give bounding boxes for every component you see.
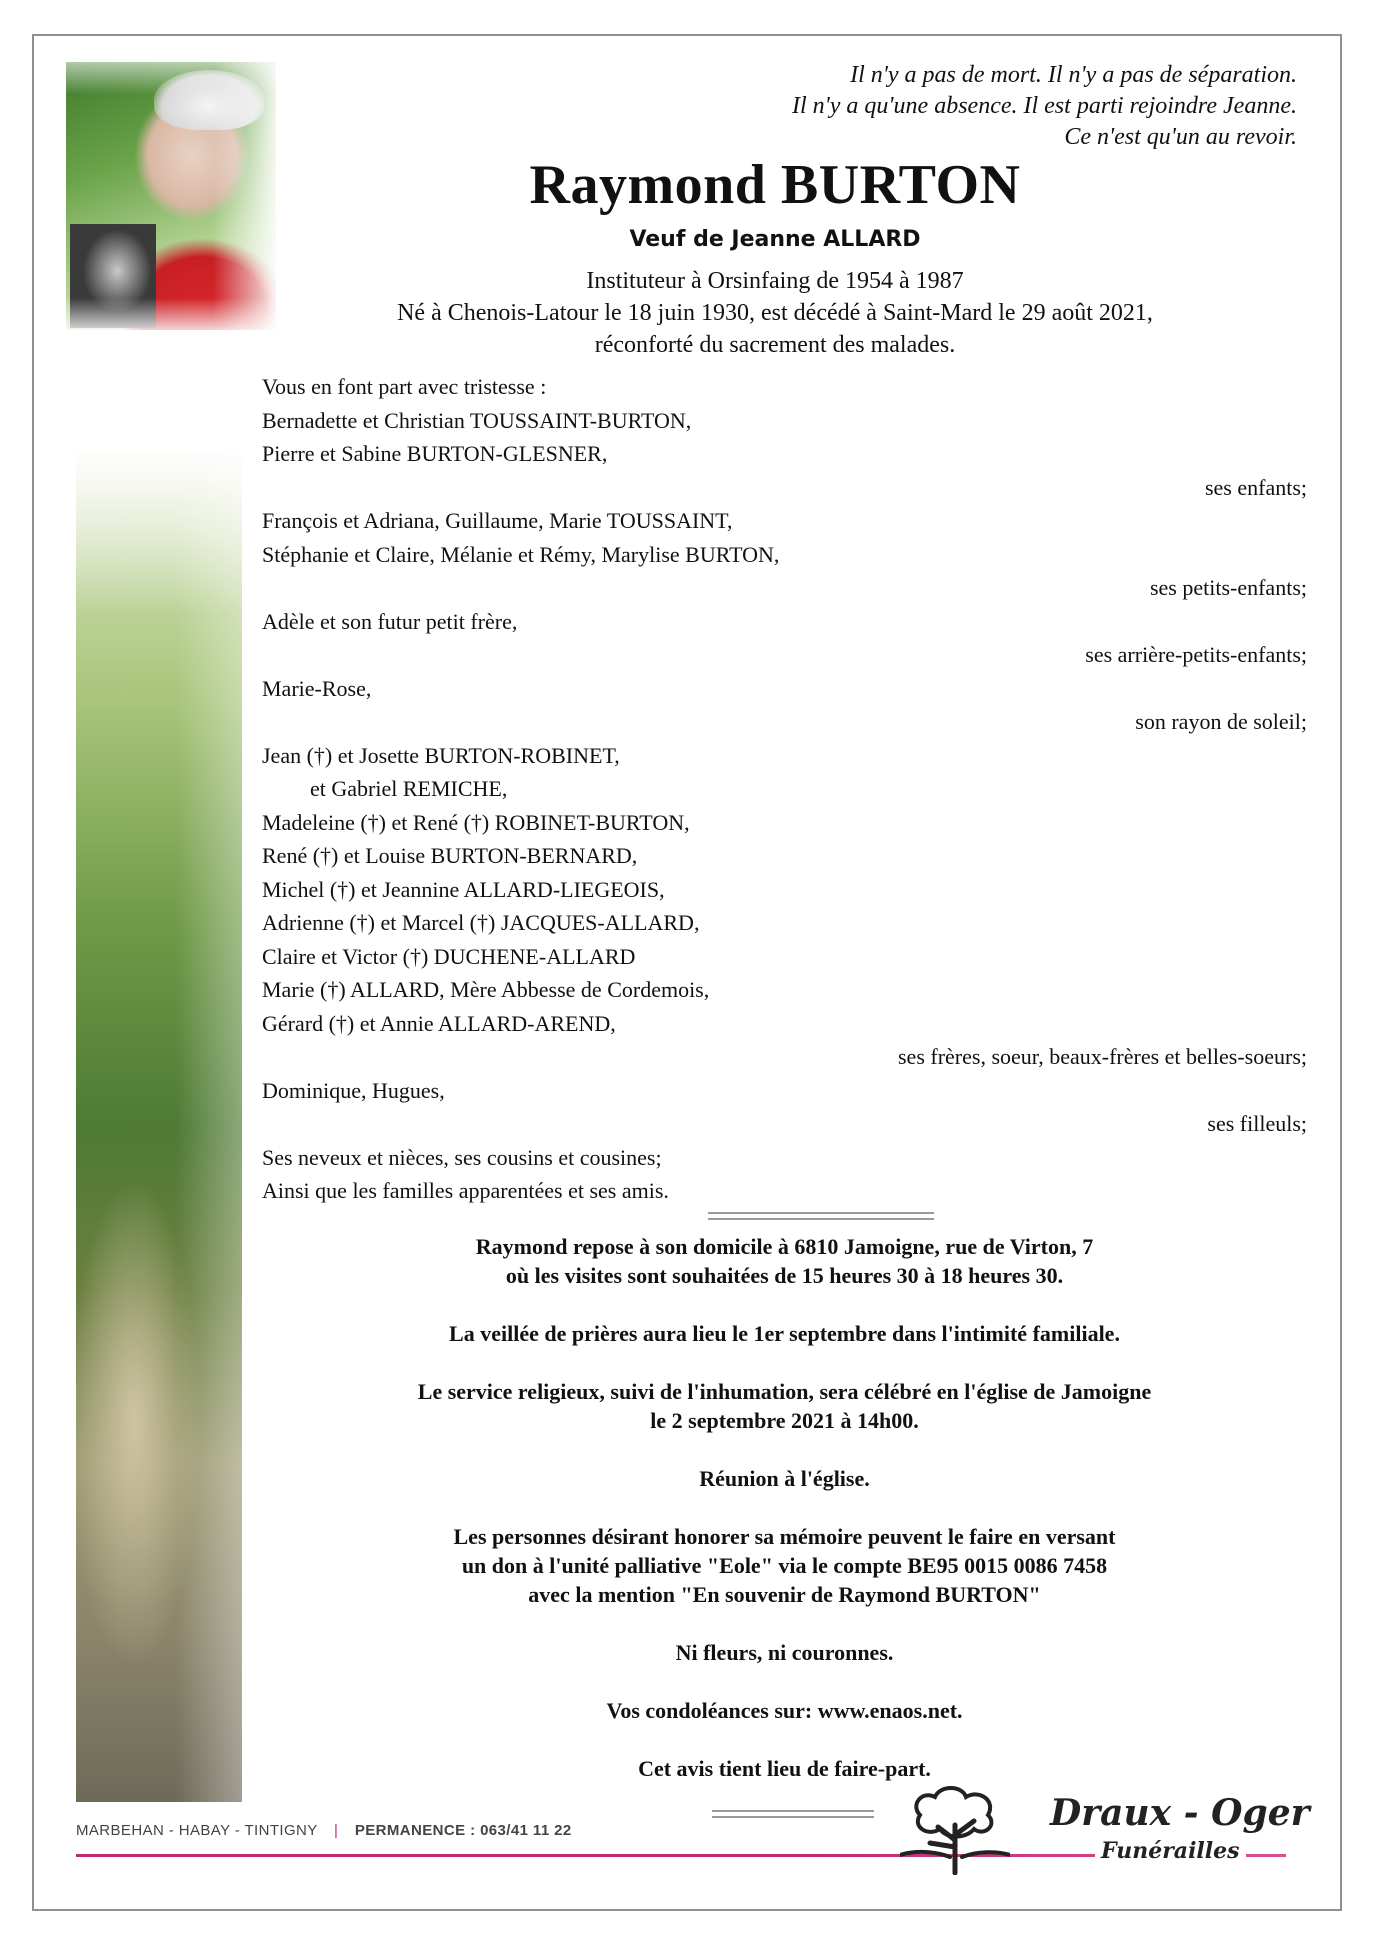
family-line: Bernadette et Christian TOUSSAINT-BURTON, bbox=[262, 407, 692, 433]
family-line: Pierre et Sabine BURTON-GLESNER, bbox=[262, 441, 608, 466]
forest-path-image bbox=[76, 452, 242, 1802]
footer-permanence: PERMANENCE : 063/41 11 22 bbox=[354, 1822, 572, 1839]
family-line: Michel (†) et Jeannine ALLARD-LIEGEOIS, bbox=[262, 876, 665, 902]
separator-bottom bbox=[712, 1810, 874, 1818]
relation-label: ses filleuls; bbox=[1207, 1111, 1307, 1136]
quote-line: Il n'y a pas de mort. Il n'y a pas de séparation. bbox=[850, 62, 1297, 88]
relation-label: ses enfants; bbox=[1204, 474, 1307, 500]
footer-separator: | bbox=[333, 1822, 339, 1839]
family-line: Gérard (†) et Annie ALLARD-AREND, bbox=[262, 1010, 616, 1036]
family-line: Claire et Victor (†) DUCHENE-ALLARD bbox=[262, 943, 636, 969]
notice-paragraph bbox=[262, 1464, 1307, 1493]
notice-line: Cet avis tient lieu de faire-part. bbox=[638, 1756, 931, 1781]
family-line: Marie (†) ALLARD, Mère Abbesse de Cordemois, bbox=[262, 977, 710, 1002]
notice-line: Vos condoléances sur: www.enaos.net. bbox=[606, 1698, 963, 1723]
family-line: Madeleine (†) et René (†) ROBINET-BURTON, bbox=[262, 809, 690, 835]
logo-name: Draux - Oger bbox=[1050, 1792, 1310, 1834]
deceased-name: Raymond BURTON bbox=[529, 154, 1021, 216]
notice-paragraph bbox=[262, 1754, 1307, 1783]
notice-paragraph bbox=[262, 1232, 1307, 1290]
quote-line: Il n'y a qu'une absence. Il est parti rejoindre Jeanne. bbox=[791, 93, 1297, 119]
family-line: Adèle et son futur petit frère, bbox=[262, 608, 518, 634]
notice-line: Le service religieux, suivi de l'inhumation, sera célébré en l'église de Jamoigne bbox=[417, 1379, 1152, 1404]
family-line: François et Adriana, Guillaume, Marie TOUSSAINT, bbox=[262, 508, 733, 533]
footer-locations: MARBEHAN - HABAY - TINTIGNY bbox=[76, 1822, 318, 1839]
notice-line: un don à l'unité palliative "Eole" via le compte BE95 0015 0086 7458 bbox=[461, 1553, 1108, 1578]
family-line: Marie-Rose, bbox=[262, 675, 372, 701]
family-line: Dominique, Hugues, bbox=[262, 1077, 445, 1103]
family-line: Jean (†) et Josette BURTON-ROBINET, bbox=[262, 742, 620, 768]
family-line: Ainsi que les familles apparentées et ses amis. bbox=[262, 1178, 669, 1203]
family-line: Ses neveux et nièces, ses cousins et cousines; bbox=[262, 1144, 662, 1170]
family-line: Adrienne (†) et Marcel (†) JACQUES-ALLARD, bbox=[262, 910, 700, 935]
relation-label: ses frères, soeur, beaux-frères et belles-soeurs; bbox=[898, 1044, 1307, 1069]
family-line: Stéphanie et Claire, Mélanie et Rémy, Marylise BURTON, bbox=[262, 541, 780, 567]
portrait-fade bbox=[66, 62, 276, 330]
notice-paragraph bbox=[262, 1638, 1307, 1667]
notice-paragraph bbox=[262, 1319, 1307, 1348]
funeral-notice bbox=[262, 1232, 1307, 1812]
notice-paragraph bbox=[262, 1377, 1307, 1435]
notice-line: avec la mention "En souvenir de Raymond BURTON" bbox=[528, 1582, 1041, 1607]
notice-line: où les visites sont souhaitées de 15 heures 30 à 18 heures 30. bbox=[505, 1263, 1064, 1288]
notice-line: Raymond repose à son domicile à 6810 Jamoigne, rue de Virton, 7 bbox=[475, 1234, 1094, 1259]
family-list bbox=[262, 370, 1307, 1208]
separator-top bbox=[708, 1212, 934, 1220]
family-line: René (†) et Louise BURTON-BERNARD, bbox=[262, 843, 638, 868]
notice-line: Les personnes désirant honorer sa mémoire peuvent le faire en versant bbox=[453, 1524, 1116, 1549]
notice-line: Ni fleurs, ni couronnes. bbox=[675, 1640, 894, 1665]
epitaph-quote bbox=[397, 60, 1297, 153]
family-line: Vous en font part avec tristesse : bbox=[262, 374, 547, 399]
relation-label: ses petits-enfants; bbox=[1149, 575, 1307, 600]
footer-contact bbox=[76, 1822, 572, 1839]
tree-logo-icon bbox=[900, 1785, 1010, 1875]
widow-line: Veuf de Jeanne ALLARD bbox=[629, 227, 921, 252]
sacrament-line: réconforté du sacrement des malades. bbox=[594, 332, 956, 358]
notice-paragraph bbox=[262, 1522, 1307, 1609]
notice-line: La veillée de prières aura lieu le 1er septembre dans l'intimité familiale. bbox=[449, 1321, 1120, 1346]
family-line: et Gabriel REMICHE, bbox=[310, 776, 508, 801]
birth-death-line: Né à Chenois-Latour le 18 juin 1930, est décédé à Saint-Mard le 29 août 2021, bbox=[397, 300, 1153, 326]
relation-label: son rayon de soleil; bbox=[1135, 709, 1307, 734]
quote-line: Ce n'est qu'un au revoir. bbox=[1064, 124, 1297, 150]
notice-line: le 2 septembre 2021 à 14h00. bbox=[650, 1408, 919, 1433]
notice-paragraph bbox=[262, 1696, 1307, 1725]
portrait-photo bbox=[66, 62, 276, 330]
notice-line: Réunion à l'église. bbox=[699, 1466, 870, 1491]
occupation-line: Instituteur à Orsinfaing de 1954 à 1987 bbox=[586, 268, 964, 294]
relation-label: ses arrière-petits-enfants; bbox=[1085, 642, 1307, 667]
logo-subtitle: Funérailles bbox=[1095, 1838, 1246, 1864]
